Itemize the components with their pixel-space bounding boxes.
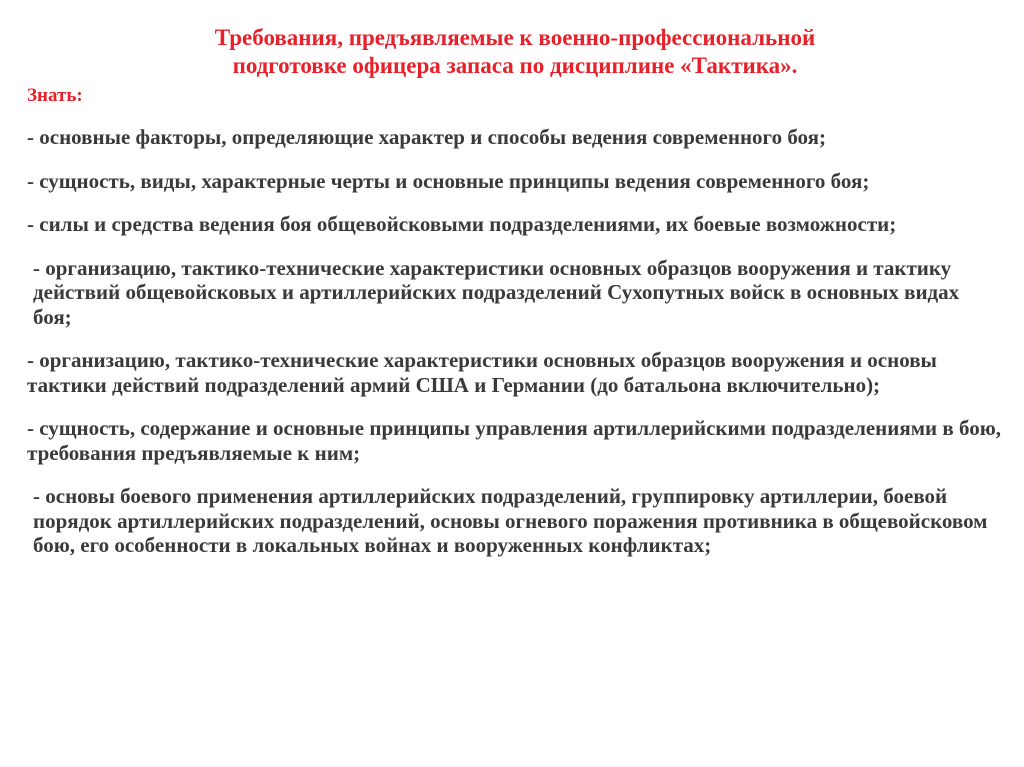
requirement-item: - силы и средства ведения боя общевойсковыми подразделениями, их боевые возможности; [27, 212, 897, 236]
slide-title-line-1: Требования, предъявляемые к военно-профессиональной [214, 25, 816, 50]
slide-title [40, 24, 990, 80]
requirement-item: - сущность, виды, характерные черты и основные принципы ведения современного боя; [27, 168, 870, 193]
requirement-item: - сущность, содержание и основные принципы управления артиллерийскими подразделениями в бою, требования предъявляемые к ним; [27, 416, 1007, 465]
requirement-item: - основные факторы, определяющие характер и способы ведения современного боя; [27, 125, 826, 149]
requirement-item: - основы боевого применения артиллерийских подразделений, группировку артиллерии, боевой порядок артиллерийских подразделений, основы огневого поражения противника в общевойсковом бою, его особенности в локальных войнах и вооруженных конфликтах; [33, 484, 993, 557]
requirement-item: - организацию, тактико-технические характеристики основных образцов вооружения и тактику действий общевойсковых и артиллерийских подразделений Сухопутных войск в основных видах боя; [33, 255, 965, 329]
slide-title-line-2: подготовке офицера запаса по дисциплине «Тактика». [232, 53, 798, 78]
requirements-list [27, 125, 1007, 577]
know-label: Знать: [27, 85, 83, 106]
requirement-item: - организацию, тактико-технические характеристики основных образцов вооружения и основы тактики действий подразделений армий США и Германии (до батальона включительно); [27, 348, 943, 397]
